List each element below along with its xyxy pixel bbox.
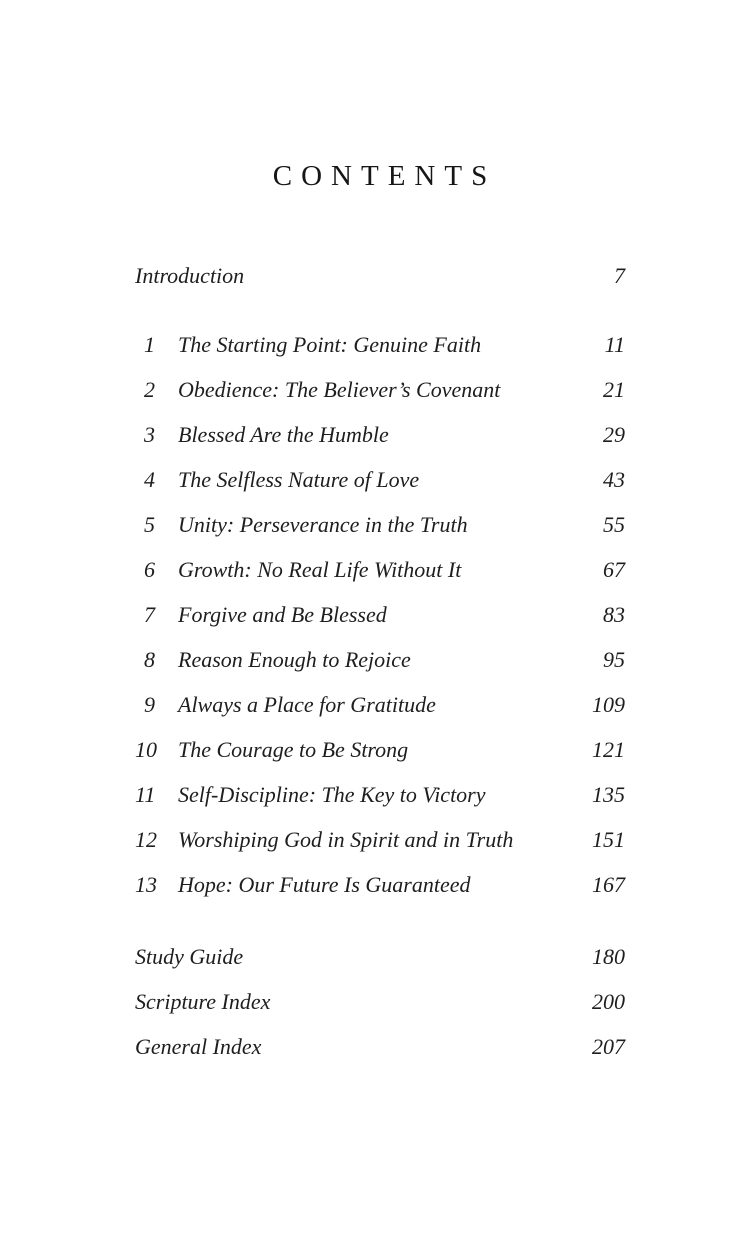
toc-row-chapter (135, 412, 625, 457)
page-number: 135 (592, 782, 625, 807)
entry-label: Scripture Index (135, 989, 271, 1014)
chapter-title: The Starting Point: Genuine Faith (178, 332, 482, 357)
chapter-title: The Selfless Nature of Love (178, 467, 420, 492)
table-of-contents (135, 253, 625, 1069)
page-number: 121 (592, 737, 625, 762)
page-number: 180 (592, 944, 625, 969)
toc-row-chapter (135, 772, 625, 817)
toc-row-chapter (135, 592, 625, 637)
page-number: 7 (614, 263, 625, 288)
chapter-list (135, 322, 625, 907)
toc-row-chapter (135, 817, 625, 862)
page-number: 67 (603, 557, 625, 582)
chapter-title: Unity: Perseverance in the Truth (178, 512, 468, 537)
page-number: 109 (592, 692, 625, 717)
chapter-number: 8 (144, 647, 155, 672)
chapter-number: 10 (135, 737, 157, 762)
toc-row-chapter (135, 547, 625, 592)
page-number: 21 (603, 377, 625, 402)
chapter-number: 11 (135, 782, 156, 807)
toc-row-chapter (135, 502, 625, 547)
chapter-title: Growth: No Real Life Without It (178, 557, 462, 582)
toc-row-chapter (135, 727, 625, 772)
page-number: 200 (592, 989, 625, 1014)
toc-row-chapter (135, 367, 625, 412)
page-number: 43 (603, 467, 625, 492)
toc-row-chapter (135, 682, 625, 727)
chapter-title: Always a Place for Gratitude (178, 692, 436, 717)
page-number: 95 (603, 647, 625, 672)
contents-heading: CONTENTS (272, 160, 497, 192)
chapter-number: 7 (144, 602, 155, 627)
chapter-number: 4 (144, 467, 155, 492)
chapter-number: 2 (144, 377, 155, 402)
chapter-title: Forgive and Be Blessed (178, 602, 387, 627)
page-number: 151 (592, 827, 625, 852)
chapter-title: Hope: Our Future Is Guaranteed (178, 872, 471, 897)
toc-row-front-matter (135, 253, 625, 298)
chapter-number: 1 (144, 332, 155, 357)
chapter-title: Obedience: The Believer’s Covenant (178, 377, 501, 402)
chapter-number: 5 (144, 512, 155, 537)
toc-row-chapter (135, 322, 625, 367)
entry-label: Introduction (135, 263, 245, 288)
chapter-title: Self-Discipline: The Key to Victory (178, 782, 486, 807)
chapter-number: 6 (144, 557, 155, 582)
page-number: 207 (592, 1034, 625, 1059)
chapter-number: 9 (144, 692, 155, 717)
toc-row-chapter (135, 637, 625, 682)
back-matter-list (135, 934, 625, 1069)
chapter-number: 13 (135, 872, 157, 897)
toc-row-chapter (135, 457, 625, 502)
chapter-title: Reason Enough to Rejoice (178, 647, 411, 672)
toc-row-back-matter (135, 934, 625, 979)
toc-row-back-matter (135, 1024, 625, 1069)
chapter-title: Blessed Are the Humble (178, 422, 389, 447)
entry-label: Study Guide (135, 944, 244, 969)
chapter-number: 12 (135, 827, 157, 852)
page-number: 11 (604, 332, 625, 357)
page-number: 167 (592, 872, 625, 897)
front-matter-list (135, 253, 625, 298)
page-number: 29 (603, 422, 625, 447)
page-number: 55 (603, 512, 625, 537)
toc-row-chapter (135, 862, 625, 907)
page-number: 83 (603, 602, 625, 627)
chapter-title: Worshiping God in Spirit and in Truth (178, 827, 514, 852)
toc-row-back-matter (135, 979, 625, 1024)
entry-label: General Index (135, 1034, 262, 1059)
chapter-number: 3 (144, 422, 155, 447)
chapter-title: The Courage to Be Strong (178, 737, 409, 762)
